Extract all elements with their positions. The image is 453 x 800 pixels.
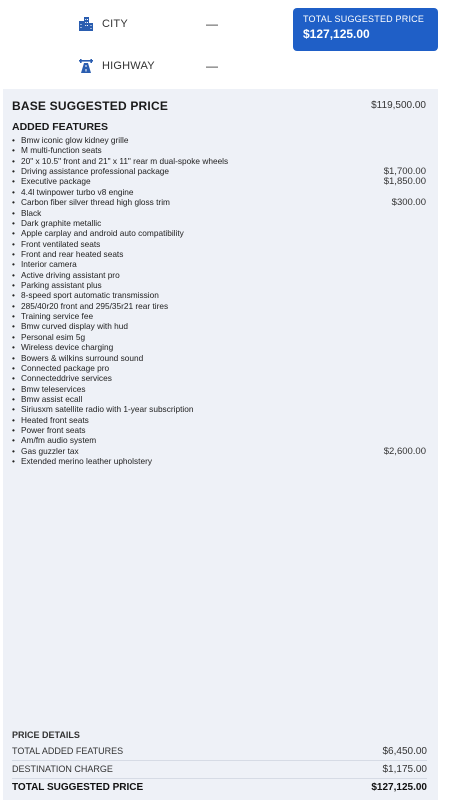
total-suggested-price-row — [12, 782, 427, 793]
feature-item — [12, 290, 432, 300]
feature-name: 285/40r20 front and 295/35r21 rear tires — [21, 300, 169, 311]
feature-name: Bmw iconic glow kidney grille — [21, 135, 129, 145]
feature-name: 4.4l twinpower turbo v8 engine — [21, 186, 134, 197]
bullet-icon: • — [12, 217, 15, 228]
feature-item — [12, 415, 432, 425]
bullet-icon: • — [12, 228, 15, 239]
bullet-icon: • — [12, 166, 15, 177]
bullet-icon: • — [12, 383, 15, 394]
feature-item — [12, 270, 432, 280]
feature-name: Connected package pro — [21, 362, 110, 373]
feature-name: Extended merino leather upholstery — [21, 456, 152, 467]
feature-item — [12, 249, 432, 259]
bullet-icon: • — [12, 248, 15, 259]
total-added-features-row — [12, 746, 427, 756]
feature-item — [12, 135, 432, 145]
bullet-icon: • — [12, 404, 15, 415]
feature-name: Gas guzzler tax — [21, 445, 79, 456]
highway-mpg-row — [78, 58, 218, 74]
feature-item — [12, 332, 432, 342]
city-mpg-row — [78, 16, 218, 32]
price-details-title: PRICE DETAILS — [12, 730, 80, 740]
feature-price: $300.00 — [391, 197, 426, 209]
feature-name: Interior camera — [21, 259, 77, 270]
total-added-features-value: $6,450.00 — [382, 746, 427, 757]
total-suggested-price-label: TOTAL SUGGESTED PRICE — [12, 782, 144, 793]
feature-item — [12, 446, 432, 456]
feature-item — [12, 394, 432, 404]
feature-name: 8-speed sport automatic transmission — [21, 290, 159, 301]
bullet-icon: • — [12, 280, 15, 291]
feature-item — [12, 156, 432, 166]
divider — [12, 778, 427, 779]
feature-name: Front ventilated seats — [21, 238, 101, 249]
base-price-title: BASE SUGGESTED PRICE — [12, 99, 169, 113]
feature-item — [12, 187, 432, 197]
bullet-icon: • — [12, 445, 15, 456]
bullet-icon: • — [12, 362, 15, 373]
feature-item — [12, 342, 432, 352]
total-suggested-price-value: $127,125.00 — [371, 782, 427, 793]
bullet-icon: • — [12, 342, 15, 353]
bullet-icon: • — [12, 207, 15, 218]
feature-name: Carbon fiber silver thread high gloss trim — [21, 197, 170, 208]
bullet-icon: • — [12, 135, 15, 145]
feature-item — [12, 280, 432, 290]
feature-name: Active driving assistant pro — [21, 269, 120, 280]
feature-item — [12, 208, 432, 218]
added-features-title: ADDED FEATURES — [12, 121, 109, 133]
bullet-icon: • — [12, 311, 15, 322]
feature-item — [12, 228, 432, 238]
feature-name: Wireless device charging — [21, 342, 114, 353]
feature-item — [12, 166, 432, 176]
feature-item — [12, 425, 432, 435]
bullet-icon: • — [12, 259, 15, 270]
bullet-icon: • — [12, 331, 15, 342]
highway-road-icon — [78, 58, 94, 74]
city-mpg-value: — — [206, 17, 218, 31]
bullet-icon: • — [12, 373, 15, 384]
bullet-icon: • — [12, 176, 15, 187]
feature-item — [12, 363, 432, 373]
feature-name: Siriusxm satellite radio with 1-year subscription — [21, 404, 194, 415]
feature-item — [12, 301, 432, 311]
bullet-icon: • — [12, 352, 15, 363]
feature-name: Executive package — [21, 176, 91, 187]
bullet-icon: • — [12, 321, 15, 332]
bullet-icon: • — [12, 425, 15, 436]
feature-name: Bmw curved display with hud — [21, 321, 128, 332]
bullet-icon: • — [12, 197, 15, 208]
destination-charge-value: $1,175.00 — [382, 764, 427, 775]
feature-name: Black — [21, 207, 42, 218]
highway-mpg-value: — — [206, 59, 218, 73]
bullet-icon: • — [12, 393, 15, 404]
feature-name: Bmw teleservices — [21, 383, 86, 394]
feature-item — [12, 311, 432, 321]
feature-item — [12, 259, 432, 269]
feature-item — [12, 218, 432, 228]
feature-name: Training service fee — [21, 311, 94, 322]
feature-name: Driving assistance professional package — [21, 166, 170, 177]
feature-name: Bowers & wilkins surround sound — [21, 352, 144, 363]
feature-item — [12, 373, 432, 383]
divider — [12, 760, 427, 761]
feature-name: Am/fm audio system — [21, 435, 97, 446]
feature-name: M multi-function seats — [21, 145, 102, 156]
feature-name: 20" x 10.5" front and 21" x 11" rear m dual-spoke wheels — [21, 155, 229, 166]
total-added-features-label: TOTAL ADDED FEATURES — [12, 746, 124, 756]
feature-item — [12, 404, 432, 414]
feature-item — [12, 176, 432, 186]
feature-name: Heated front seats — [21, 414, 89, 425]
feature-item — [12, 145, 432, 155]
feature-price: $1,850.00 — [383, 176, 426, 188]
feature-name: Personal esim 5g — [21, 331, 86, 342]
feature-item — [12, 321, 432, 331]
bullet-icon: • — [12, 414, 15, 425]
bullet-icon: • — [12, 269, 15, 280]
feature-name: Parking assistant plus — [21, 280, 102, 291]
bullet-icon: • — [12, 186, 15, 197]
highway-label: HIGHWAY — [102, 60, 155, 72]
feature-name: Connecteddrive services — [21, 373, 112, 384]
total-suggested-price-card-value: $127,125.00 — [303, 27, 370, 41]
total-suggested-price-card — [293, 8, 438, 51]
base-price-value: $119,500.00 — [371, 100, 426, 111]
added-features-list — [12, 135, 432, 467]
feature-name: Bmw assist ecall — [21, 393, 83, 404]
feature-name: Dark graphite metallic — [21, 217, 102, 228]
feature-item — [12, 197, 432, 207]
bullet-icon: • — [12, 145, 15, 156]
feature-item — [12, 435, 432, 445]
feature-price: $1,700.00 — [383, 166, 426, 178]
bullet-icon: • — [12, 290, 15, 301]
destination-charge-label: DESTINATION CHARGE — [12, 764, 113, 774]
city-label: CITY — [102, 18, 128, 30]
bullet-icon: • — [12, 435, 15, 446]
feature-price: $2,600.00 — [383, 445, 426, 457]
feature-name: Power front seats — [21, 425, 86, 436]
feature-name: Front and rear heated seats — [21, 248, 124, 259]
bullet-icon: • — [12, 238, 15, 249]
bullet-icon: • — [12, 155, 15, 166]
feature-item — [12, 456, 432, 466]
feature-item — [12, 239, 432, 249]
price-breakdown-panel — [3, 89, 438, 800]
feature-item — [12, 384, 432, 394]
total-suggested-price-card-title: TOTAL SUGGESTED PRICE — [303, 14, 425, 24]
bullet-icon: • — [12, 456, 15, 467]
feature-name: Apple carplay and android auto compatibility — [21, 228, 184, 239]
destination-charge-row — [12, 764, 427, 774]
city-buildings-icon — [78, 16, 94, 32]
bullet-icon: • — [12, 300, 15, 311]
feature-item — [12, 353, 432, 363]
